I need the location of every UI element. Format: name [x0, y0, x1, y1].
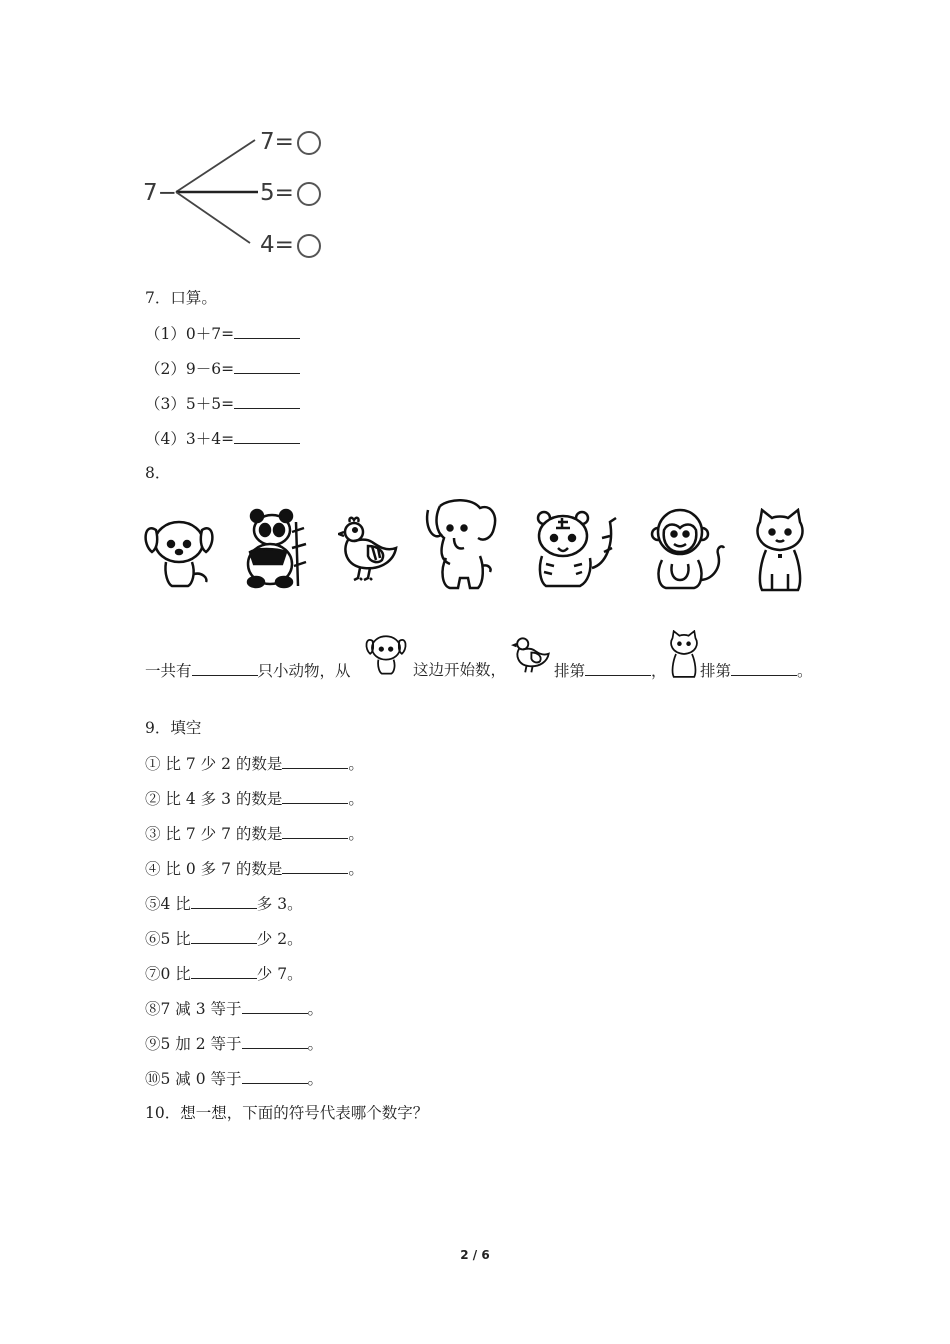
q8-text-2: 只小动物，从: [257, 662, 351, 680]
cat-icon: [752, 508, 808, 592]
panda-icon: [242, 508, 312, 590]
q9-item-suffix: 少 2。: [256, 930, 303, 948]
q8-sentence-cont3: [700, 660, 813, 681]
answer-blank[interactable]: [282, 823, 348, 839]
q9-item-suffix: 多 3。: [256, 895, 303, 913]
q9-item: [145, 753, 364, 774]
q9-item-text: ⑥5 比: [145, 930, 191, 948]
q9-item: [145, 893, 303, 914]
q7-item-1-text: （1）0＋7=: [145, 325, 235, 343]
cat-icon: [668, 630, 700, 678]
q9-item-text: ③ 比 7 少 7 的数是: [145, 825, 283, 843]
answer-blank[interactable]: [191, 963, 257, 979]
q9-item-suffix: 。: [348, 825, 364, 843]
dog-icon: [360, 628, 412, 676]
q7-item-2-text: （2）9－6=: [145, 360, 235, 378]
answer-blank[interactable]: [242, 998, 308, 1014]
q9-title: 9．填空: [145, 719, 202, 737]
answer-blank[interactable]: [234, 323, 300, 339]
q7-item-2: [145, 358, 300, 379]
dog-icon: [142, 508, 216, 590]
branch-expr-1: 7=: [260, 129, 294, 155]
tiger-icon: [532, 508, 620, 590]
q9-item: [145, 858, 364, 879]
q8-title: 8．: [145, 464, 171, 482]
q8-text-4: 排第: [554, 662, 586, 680]
answer-blank[interactable]: [191, 928, 257, 944]
q9-item-text: ⑦0 比: [145, 965, 191, 983]
q9-item-text: ⑩5 减 0 等于: [145, 1070, 242, 1088]
q9-item-suffix: 。: [348, 755, 364, 773]
answer-blank[interactable]: [282, 788, 348, 804]
q8-sentence-cont2: [554, 660, 667, 681]
chicken-icon: [511, 634, 553, 676]
q9-item: [145, 1033, 323, 1054]
minuend-label: 7−: [143, 180, 177, 206]
answer-blank[interactable]: [191, 893, 257, 909]
q7-item-4: [145, 428, 300, 449]
answer-blank[interactable]: [234, 393, 300, 409]
answer-blank[interactable]: [282, 753, 348, 769]
elephant-icon: [420, 498, 500, 594]
q9-item-suffix: 。: [348, 860, 364, 878]
q9-item-suffix: 。: [348, 790, 364, 808]
q9-item-text: ④ 比 0 多 7 的数是: [145, 860, 283, 878]
branch-expr-2: 5=: [260, 180, 294, 206]
q8-text-3: 这边开始数，: [413, 661, 507, 679]
q9-item-text: ② 比 4 多 3 的数是: [145, 790, 283, 808]
answer-blank-chicken[interactable]: [585, 660, 651, 676]
q7-item-3: [145, 393, 300, 414]
q9-item-suffix: 。: [307, 1035, 324, 1053]
q9-item-suffix: 少 7。: [256, 965, 303, 983]
q9-item: [145, 823, 364, 844]
answer-circle-3[interactable]: [297, 234, 321, 258]
q9-item-text: ⑨5 加 2 等于: [145, 1035, 242, 1053]
monkey-icon: [650, 504, 726, 592]
answer-blank[interactable]: [242, 1068, 308, 1084]
q8-text-6: 排第: [700, 662, 732, 680]
q9-item-suffix: 。: [307, 1000, 324, 1018]
answer-blank-cat[interactable]: [731, 660, 797, 676]
q9-item-text: ① 比 7 少 2 的数是: [145, 755, 283, 773]
answer-blank[interactable]: [234, 428, 300, 444]
answer-circle-1[interactable]: [297, 131, 321, 155]
q9-item-text: ⑧7 减 3 等于: [145, 1000, 242, 1018]
q7-item-4-text: （4）3＋4=: [145, 430, 235, 448]
tree-lines: [0, 0, 950, 280]
branch-expr-3: 4=: [260, 232, 294, 258]
answer-blank[interactable]: [282, 858, 348, 874]
q7-title: 7．口算。: [145, 289, 217, 307]
q9-item-text: ⑤4 比: [145, 895, 191, 913]
q9-item: [145, 998, 323, 1019]
q8-sentence-cont: [413, 660, 506, 680]
page-number: 2 / 6: [460, 1248, 490, 1262]
q9-item: [145, 963, 303, 984]
q7-item-1: [145, 323, 300, 344]
q7-item-3-text: （3）5＋5=: [145, 395, 235, 413]
q9-item: [145, 788, 364, 809]
q8-text-7: 。: [797, 662, 813, 680]
q8-text-5: ，: [651, 662, 667, 680]
chicken-icon: [338, 516, 400, 584]
q9-item: [145, 1068, 323, 1089]
q8-sentence: [145, 660, 351, 681]
answer-blank-count[interactable]: [192, 660, 258, 676]
answer-blank[interactable]: [234, 358, 300, 374]
q10-title: 10．想一想，下面的符号代表哪个数字？: [145, 1104, 429, 1122]
answer-blank[interactable]: [242, 1033, 308, 1049]
q8-text-1: 一共有: [145, 662, 192, 680]
q9-item: [145, 928, 303, 949]
q9-item-suffix: 。: [307, 1070, 324, 1088]
answer-circle-2[interactable]: [297, 182, 321, 206]
